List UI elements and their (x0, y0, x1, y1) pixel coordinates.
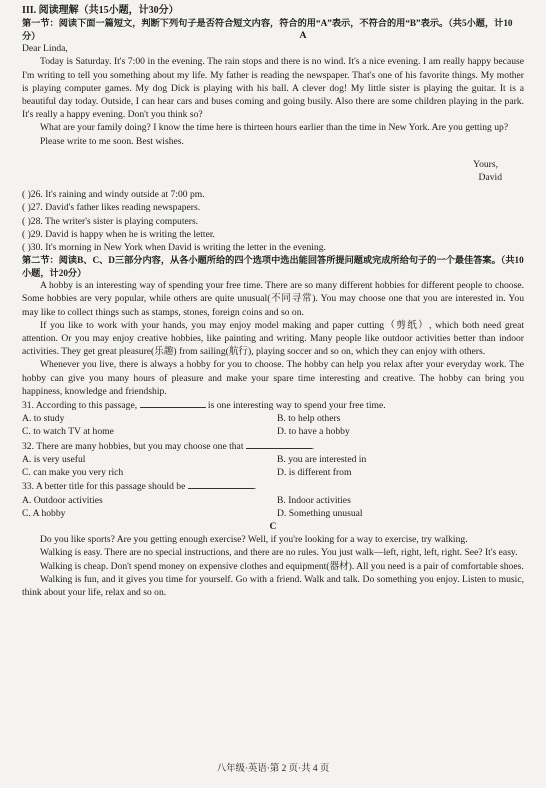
passage-b-paragraph-1: A hobby is an interesting way of spending your free time. There are so many different hobbies for different people to choose. Some hobbies are very popular, while others are quite unusual(不同寻常). You may choose one that you are interested in. You may like to collect things such as stamps, stones, foreign coins and so on. (22, 280, 524, 318)
answer-paren[interactable]: ( ) (22, 242, 31, 254)
part2-instruction: 第二节：阅读B、C、D三部分内容，从各小题所给的四个选项中选出能回答所提问题或完成所给句子的一个最佳答案。（共10小题，计20分） (22, 255, 524, 278)
option-a[interactable]: A. to study (22, 413, 65, 425)
question-stem: 32. There are many hobbies, but you may choose one that (22, 440, 244, 452)
letter-paragraph-1: Today is Saturday. It's 7:00 in the evening. The rain stops and there is no wind. It's a nice evening. I am really happy because I'm writing to tell you something about my life. My father is reading the newspaper. That's one of his favorite things. My mother is playing computer games. My dog Dick is playing with his ball. A clever dog! My little sister is playing the guitar. It is a beautiful day today. Outside, I can hear cars and buses coming and going busily. Also there are some children playing in the park. It's really a happy evening. Don't you think so? (22, 56, 524, 121)
question-stem-end: . (253, 481, 257, 493)
passage-c-paragraph-4: Walking is fun, and it gives you time for yourself. Go with a friend. Walk and talk. Do something you enjoy. Listen to music, think about your life, relax and so on. (22, 573, 524, 598)
mc-question-31 (22, 398, 524, 439)
option-c[interactable]: C. can make you very rich (22, 467, 124, 479)
answer-blank[interactable] (140, 398, 206, 408)
question-text: 28. The writer's sister is playing computers. (30, 215, 199, 227)
true-false-questions (22, 188, 524, 254)
passage-a-label: A (299, 30, 307, 41)
passage-c-paragraph-2: Walking is easy. There are no special instructions, and there are no rules. You just walk—left, right, left, right. See? It's easy. (40, 547, 518, 559)
option-d[interactable]: D. Something unusual (277, 507, 363, 519)
answer-paren[interactable]: ( ) (22, 202, 31, 214)
question-stem: 33. A better title for this passage should be (22, 481, 186, 493)
tf-question-30 (22, 241, 524, 254)
question-stem-end: is one interesting way to spend your free time. (207, 400, 386, 412)
passage-b-paragraph-2: If you like to work with your hands, you may enjoy model making and paper cutting（剪纸）, which both need great attention. Or you may enjoy creative hobbies, like painting and writing. Many people like outdoor activities better than indoor activities. They get great pleasure(乐趣) from sailing(航行), playing soccer and so on, which they can enjoy with others. (22, 319, 524, 358)
question-stem: 31. According to this passage, (22, 400, 138, 412)
question-text: 26. It's raining and windy outside at 7:00 pm. (30, 189, 205, 201)
passage-c-paragraph-1: Do you like sports? Are you getting enough exercise? Well, if you're looking for a way to exercise, try walking. (40, 534, 468, 546)
option-a[interactable]: A. is very useful (22, 453, 86, 465)
answer-blank[interactable] (188, 479, 254, 489)
mc-question-33 (22, 479, 524, 520)
option-b[interactable]: B. to help others (277, 413, 341, 425)
tf-question-29 (22, 228, 524, 241)
letter-paragraph-3: Please write to me soon. Best wishes. (40, 135, 184, 147)
tf-question-28 (22, 215, 524, 228)
question-text: 29. David is happy when he is writing the letter. (30, 228, 215, 240)
page-footer: 八年级·英语·第 2 页·共 4 页 (216, 763, 330, 774)
option-d[interactable]: D. is different from (277, 467, 352, 479)
option-d[interactable]: D. to have a hobby (277, 426, 350, 438)
answer-paren[interactable]: ( ) (22, 189, 31, 201)
tf-question-27 (22, 201, 524, 214)
passage-c-paragraph-3: Walking is cheap. Don't spend money on expensive clothes and equipment(器材). All you need is a pair of comfortable shoes. (40, 560, 524, 572)
question-text: 27. David's father likes reading newspapers. (30, 202, 201, 214)
question-stem-end: . (311, 440, 315, 452)
part1-instruction: 第一节：阅读下面一篇短文，判断下列句子是否符合短文内容，符合的用“A”表示，不符合的用“B”表示。（共5小题，计10分） (22, 18, 513, 41)
tf-question-26 (22, 188, 524, 201)
option-c[interactable]: C. to watch TV at home (22, 426, 114, 438)
option-b[interactable]: B. Indoor activities (277, 494, 351, 506)
option-b[interactable]: B. you are interested in (277, 453, 367, 465)
section-title: III. 阅读理解（共15小题，计30分） (22, 5, 179, 16)
answer-blank[interactable] (246, 439, 312, 449)
passage-c-label: C (269, 520, 277, 532)
letter-paragraph-2: What are your family doing? I know the time here is thirteen hours earlier than the time in New York. Are you getting up? (40, 122, 509, 134)
letter-closing: Yours, (473, 158, 498, 170)
answer-paren[interactable]: ( ) (22, 228, 31, 240)
answer-paren[interactable]: ( ) (22, 215, 31, 227)
question-text: 30. It's morning in New York when David is writing the letter in the evening. (30, 242, 326, 254)
passage-b-paragraph-3: Whenever you live, there is always a hobby for you to choose. The hobby can help you relax after your everyday work. The hobby can give you many hours of pleasure and make your spare time interesting and creative. The hobby can bring you happiness, knowledge and friendship. (22, 359, 524, 397)
letter-greeting: Dear Linda, (22, 43, 68, 55)
option-c[interactable]: C. A hobby (22, 507, 66, 519)
mc-question-32 (22, 439, 524, 480)
letter-signature: David (478, 172, 502, 184)
option-a[interactable]: A. Outdoor activities (22, 494, 103, 506)
